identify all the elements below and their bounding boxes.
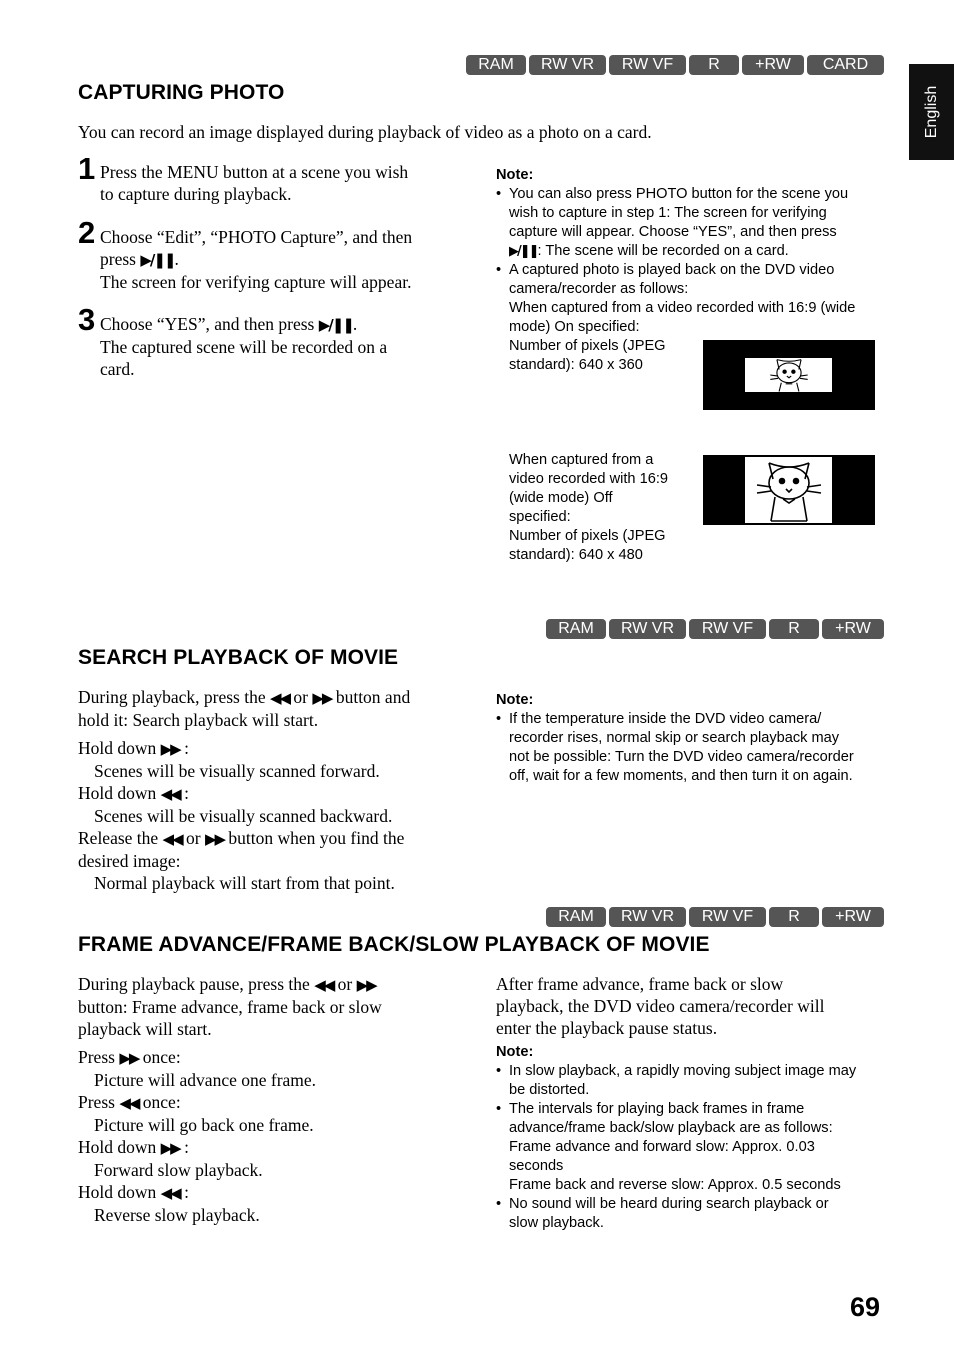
step-number-3: 3 xyxy=(78,302,96,337)
capture-note-4x3: When captured from a video recorded with 16:9 (wide mode) Off specified: Number of pixels (JPEG standard): 640 x 480 xyxy=(509,452,669,563)
badge-ram: RAM xyxy=(546,907,606,927)
play-pause-icon: ▶/❚❚ xyxy=(140,251,175,269)
thumbnail-wide xyxy=(703,340,875,410)
capture-intro: You can record an image displayed during playback of video as a photo on a card. xyxy=(78,122,652,142)
badge-card: CARD xyxy=(807,55,884,75)
step-number-2: 2 xyxy=(78,215,96,250)
badge-r: R xyxy=(689,55,739,75)
section-title-frame: FRAME ADVANCE/FRAME BACK/SLOW PLAYBACK OF MOVIE xyxy=(78,933,710,956)
badge-rw-vf: RW VF xyxy=(689,907,766,927)
note-bullet: • In slow playback, a rapidly moving subject image may be distorted. xyxy=(496,1062,891,1100)
step-number-1: 1 xyxy=(78,151,96,186)
fast-forward-icon: ▶▶ xyxy=(204,830,225,848)
badge-ram: RAM xyxy=(546,619,606,639)
note-label: Note xyxy=(496,692,529,708)
badge-plus-rw: +RW xyxy=(822,907,884,927)
capture-note: Note: • You can also press PHOTO button for the scene you wish to capture in step 1: The screen for verifying capture will appear. Choose “YES”, and then press ▶/❚❚: The scene will be recorded on a card. • A captured photo is played back on the DVD video camera/recorder as follows: When captured from a video recorded with 16:9 (wide mode) On specified: Number of pixels (JPEG standard): 640 x 360 xyxy=(496,166,891,375)
note-bullet: • No sound will be heard during search playback or slow playback. xyxy=(496,1195,891,1233)
badge-plus-rw: +RW xyxy=(742,55,804,75)
rewind-icon: ◀◀ xyxy=(160,785,180,803)
badge-rw-vr: RW VR xyxy=(529,55,606,75)
language-tab xyxy=(909,64,954,160)
badge-rw-vf: RW VF xyxy=(609,55,686,75)
badge-r: R xyxy=(769,907,819,927)
badge-rw-vr: RW VR xyxy=(609,907,686,927)
note-bullet: • If the temperature inside the DVD video camera/ recorder rises, normal skip or search playback may not be possible: Turn the DVD video camera/recorder off, wait for a few moments, and then turn it on again. xyxy=(496,710,891,786)
rewind-icon: ◀◀ xyxy=(269,689,290,707)
note-label: Note xyxy=(496,1044,529,1060)
cat-image-standard xyxy=(703,455,875,525)
disc-badges-capture xyxy=(466,55,884,75)
fast-forward-icon: ▶▶ xyxy=(312,689,332,707)
note-bullet: • A captured photo is played back on the DVD video camera/recorder as follows: When captured from a video recorded with 16:9 (wide mode) On specified: Number of pixels (JPEG standard): 640 x 360 xyxy=(496,261,891,375)
rewind-icon: ◀◀ xyxy=(119,1094,139,1112)
note-bullet: • You can also press PHOTO button for the scene you wish to capture in step 1: The screen for verifying capture will appear. Choose “YES”, and then press ▶/❚❚: The scene will be recorded on a card. xyxy=(496,185,891,261)
section-title-search: SEARCH PLAYBACK OF MOVIE xyxy=(78,646,399,669)
search-note: Note: • If the temperature inside the DVD video camera/ recorder rises, normal skip or search playback may not be possible: Turn the DVD video camera/recorder off, wait for a few moments, and then turn it on again. xyxy=(496,691,891,786)
badge-plus-rw: +RW xyxy=(822,619,884,639)
rewind-icon: ◀◀ xyxy=(162,830,182,848)
fast-forward-icon: ▶▶ xyxy=(160,740,180,758)
rewind-icon: ◀◀ xyxy=(160,1184,180,1202)
frame-body: During playback pause, press the ◀◀ or ▶▶ button: Frame advance, frame back or slow playback will start. Press ▶▶ once: Picture will advance one frame. Press ◀◀ once: Picture will go back one frame. Hold down ▶▶ : Forward slow playback. Hold down ◀◀ : Reverse slow playback. xyxy=(78,974,382,1225)
page-number: 69 xyxy=(850,1292,881,1322)
fast-forward-icon: ▶▶ xyxy=(160,1139,180,1157)
frame-right-text: After frame advance, frame back or slow playback, the DVD video camera/recorder will enter the playback pause status. xyxy=(496,974,825,1038)
badge-rw-vr: RW VR xyxy=(609,619,686,639)
disc-badges-frame xyxy=(546,907,884,927)
rewind-icon: ◀◀ xyxy=(314,976,334,994)
play-pause-icon: ▶/❚❚ xyxy=(318,316,353,334)
badge-r: R xyxy=(769,619,819,639)
disc-badges-search xyxy=(546,619,884,639)
fast-forward-icon: ▶▶ xyxy=(119,1049,139,1067)
thumbnail-standard xyxy=(703,455,875,525)
play-pause-icon: ▶/❚❚ xyxy=(509,244,538,259)
cat-image-wide xyxy=(703,340,875,410)
step-3-text: Choose “YES”, and then press ▶/❚❚. The captured scene will be recorded on a card. xyxy=(100,314,388,379)
badge-ram: RAM xyxy=(466,55,526,75)
frame-note: Note: • In slow playback, a rapidly moving subject image may be distorted. • The intervals for playing back frames in frame advance/frame back/slow playback are as follows: Frame advance and forward slow: Approx. 0.03 seconds Frame back and reverse slow: Approx. 0.5 seconds • No sound will be heard during search playback or slow playback. xyxy=(496,1043,891,1233)
step-1-text: Press the MENU button at a scene you wish to capture during playback. xyxy=(100,162,409,204)
section-title-capture: CAPTURING PHOTO xyxy=(78,81,285,104)
fast-forward-icon: ▶▶ xyxy=(356,976,376,994)
search-body: During playback, press the ◀◀ or ▶▶ button and hold it: Search playback will start. Hold down ▶▶ : Scenes will be visually scanned forward. Hold down ◀◀ : Scenes will be visually scanned backward. Release the ◀◀ or ▶▶ button when you find the desired image: Normal playback will start from that point. xyxy=(78,687,411,893)
note-bullet: • The intervals for playing back frames in frame advance/frame back/slow playback are as follows: Frame advance and forward slow: Approx. 0.03 seconds Frame back and reverse slow: Approx. 0.5 seconds xyxy=(496,1100,891,1195)
language-label: English xyxy=(922,85,940,139)
note-label: Note xyxy=(496,167,529,183)
step-2-text: Choose “Edit”, “PHOTO Capture”, and then press ▶/❚❚. The screen for verifying capture will appear. xyxy=(100,227,413,292)
badge-rw-vf: RW VF xyxy=(689,619,766,639)
